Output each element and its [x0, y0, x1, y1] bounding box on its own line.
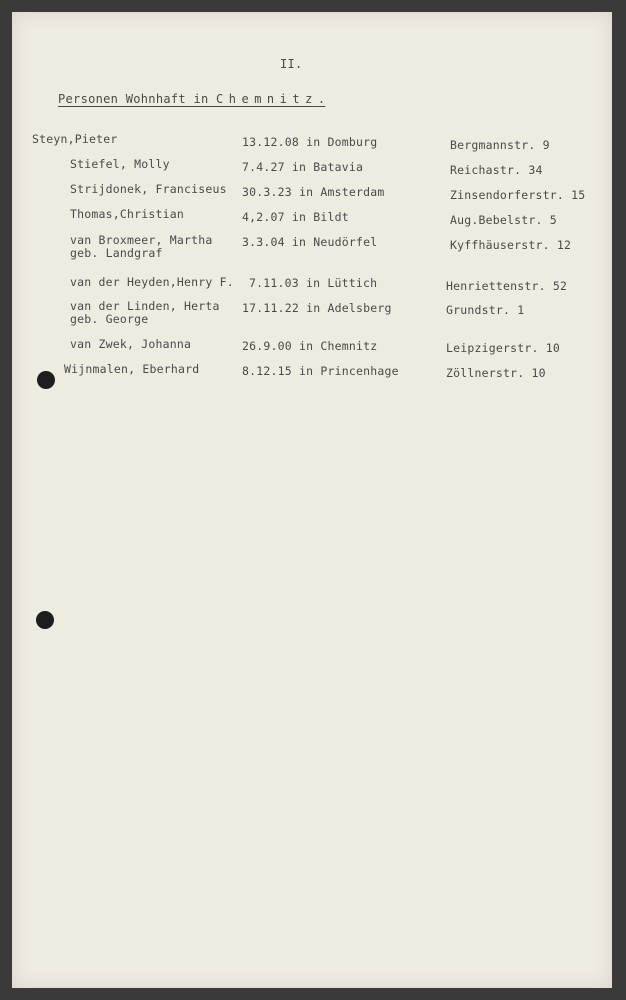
person-address: Zinsendorferstr. 15: [450, 188, 586, 202]
person-name: Stiefel, Molly: [70, 157, 170, 171]
person-address: Zöllnerstr. 10: [446, 366, 546, 380]
punch-hole-upper: [37, 371, 55, 389]
person-name: Wijnmalen, Eberhard: [64, 362, 200, 376]
person-name: van Zwek, Johanna: [70, 337, 192, 351]
person-address: Grundstr. 1: [446, 303, 525, 317]
person-birth: 3.3.04 in Neudörfel: [242, 235, 378, 249]
person-name: Strijdonek, Franciseus: [70, 182, 227, 196]
person-name: Thomas,Christian: [70, 207, 184, 221]
person-name: Steyn,Pieter: [32, 132, 118, 146]
paper-sheet: [12, 12, 612, 988]
person-birth: 17.11.22 in Adelsberg: [242, 301, 392, 315]
page-number: II.: [280, 57, 303, 71]
section-heading: [58, 92, 325, 106]
person-birth: 30.3.23 in Amsterdam: [242, 185, 385, 199]
person-address: Henriettenstr. 52: [446, 279, 568, 293]
person-address: Aug.Bebelstr. 5: [450, 213, 557, 227]
section-heading-suffix: .: [317, 92, 326, 106]
person-address: Kyffhäuserstr. 12: [450, 238, 572, 252]
section-heading-prefix: Personen Wohnhaft in: [58, 92, 217, 106]
person-address: Reichastr. 34: [450, 163, 543, 177]
punch-hole-lower: [36, 611, 54, 629]
person-birth: 4,2.07 in Bildt: [242, 210, 349, 224]
person-address: Bergmannstr. 9: [450, 138, 550, 152]
person-name-birthname: geb. George: [70, 312, 149, 326]
person-name: van der Linden, Herta: [70, 299, 220, 313]
person-address: Leipzigerstr. 10: [446, 341, 560, 355]
person-name: van Broxmeer, Martha: [70, 233, 213, 247]
person-birth: 13.12.08 in Domburg: [242, 135, 378, 149]
person-birth: 7.11.03 in Lüttich: [249, 276, 378, 290]
section-heading-city: Chemnitz: [216, 92, 318, 106]
person-birth: 8.12.15 in Princenhage: [242, 364, 399, 378]
person-name-birthname: geb. Landgraf: [70, 246, 163, 260]
person-birth: 7.4.27 in Batavia: [242, 160, 364, 174]
person-birth: 26.9.00 in Chemnitz: [242, 339, 378, 353]
person-name: van der Heyden,Henry F.: [70, 275, 234, 289]
